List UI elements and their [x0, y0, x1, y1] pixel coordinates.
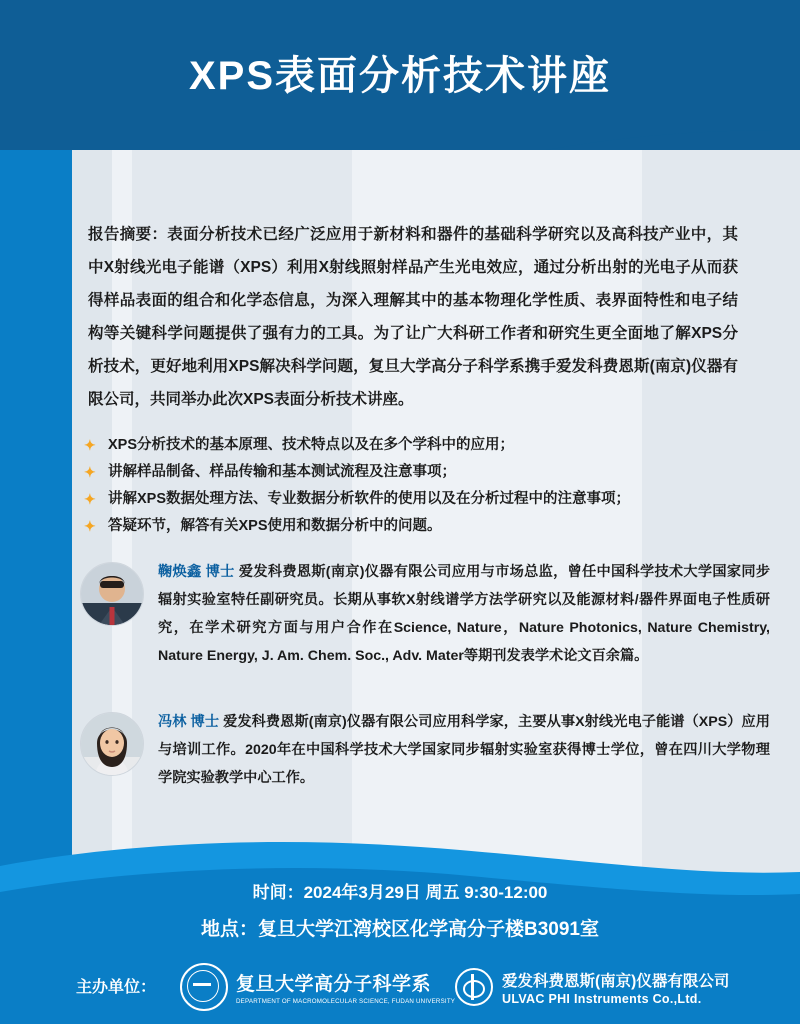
star-icon: ✦ [84, 491, 96, 507]
speaker-avatar-male [80, 562, 144, 626]
list-item [80, 433, 760, 458]
organizer-label: 主办单位： [76, 979, 157, 996]
list-item-label: 讲解XPS数据处理方法、专业数据分析软件的使用以及在分析过程中的注意事项； [108, 491, 631, 507]
poster-footer [0, 836, 800, 1024]
star-icon: ✦ [84, 464, 96, 480]
ulvac-logo-cn: 爱发科费恩斯(南京)仪器有限公司 [502, 972, 730, 990]
star-icon: ✦ [84, 437, 96, 453]
fudan-seal-icon [180, 963, 228, 1011]
ulvac-logo-en: ULVAC PHI Instruments Co.,Ltd. [502, 991, 702, 1006]
list-item [80, 514, 760, 539]
list-item-label: 答疑环节，解答有关XPS使用和数据分析中的问题。 [108, 518, 442, 534]
event-time: 时间：2024年3月29日 周五 9:30-12:00 [252, 883, 548, 902]
abstract-paragraph: 报告摘要：表面分析技术已经广泛应用于新材料和器件的基础科学研究以及高科技产业中，其中X射线光电子能谱（XPS）利用X射线照射样品产生光电效应，通过分析出射的光电子从而获得样品表面的组合和化学态信息，为深入理解其中的基本物理化学性质、表界面特性和电子结构等关键科学问题提供了强有力的工具。为了让广大科研工作者和研究生更全面地了解XPS分析技术，更好地利用XPS解决科学问题，复旦大学高分子科学系携手爱发科费恩斯(南京)仪器有限公司，共同举办此次XPS表面分析技术讲座。 [88, 226, 738, 408]
fudan-logo-cn: 复旦大学高分子科学系 [236, 974, 432, 995]
speaker-bio-text: 爱发科费恩斯(南京)仪器有限公司应用与市场总监，曾任中国科学技术大学国家同步辐射实验室特任副研究员。长期从事软X射线谱学方法学研究以及能源材料/器件界面电子性质研究，在学术研究方面与用户合作在Science, Nature，Nature Photonics, Nature Chemistry, Nature Energy, J. Am. Chem. Soc., Adv. Mater等期刊发表学术论文百余篇。 [158, 564, 771, 664]
fudan-logo [180, 962, 456, 1012]
list-item [80, 460, 760, 485]
star-icon: ✦ [84, 518, 96, 534]
list-item-label: 讲解样品制备、样品传输和基本测试流程及注意事项； [108, 464, 456, 480]
speaker-bio [158, 558, 770, 670]
topic-list [80, 433, 760, 541]
ulvac-logo [455, 964, 755, 1010]
list-item [80, 487, 760, 512]
speaker-name: 冯林 博士 [158, 714, 220, 730]
speaker-block [80, 708, 770, 792]
organizer-row [0, 960, 800, 1016]
fudan-logo-en: DEPARTMENT OF MACROMOLECULAR SCIENCE, FUDAN UNIVERSITY [236, 998, 456, 1005]
speaker-name: 鞠焕鑫 博士 [158, 564, 235, 580]
ulvac-phi-icon [455, 968, 493, 1006]
event-location: 地点：复旦大学江湾校区化学高分子楼B3091室 [201, 919, 599, 940]
page-title: XPS表面分析技术讲座 [188, 54, 612, 98]
speaker-block [80, 558, 770, 670]
poster-body [0, 150, 800, 880]
speaker-bio-text: 爱发科费恩斯(南京)仪器有限公司应用科学家，主要从事X射线光电子能谱（XPS）应用与培训工作。2020年在中国科学技术大学国家同步辐射实验室获得博士学位，曾在四川大学物理学院实验教学中心工作。 [158, 714, 770, 786]
speaker-avatar-female [80, 712, 144, 776]
speaker-bio [158, 708, 770, 792]
list-item-label: XPS分析技术的基本原理、技术特点以及在多个学科中的应用； [108, 437, 515, 453]
